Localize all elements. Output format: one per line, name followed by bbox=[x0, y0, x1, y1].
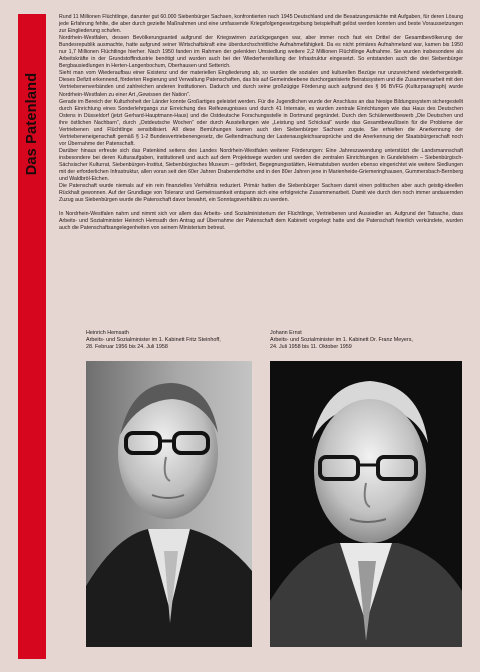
side-accent-bar bbox=[18, 14, 46, 659]
caption-name: Heinrich Hemsath bbox=[86, 330, 129, 336]
caption-office: Arbeits- und Sozialminister im 1. Kabinett Dr. Franz Meyers, bbox=[270, 336, 413, 343]
paragraph: Darüber hinaus erfreute sich das Patenkind seitens des Landes Nordrhein-Westfalen weiterer Förderungen: Eine Jahreszuwendung unterstützt die Landsmannschaft insbesondere bei deren Kulturaufgaben, institutionell und auch auf dem Projektwege wurden und werden die zentralen Einrichtungen in Gundelsheim – Siebenbürgisch-Sächsischer Kulturrat, Siebenbürgen-Institut, Siebenbürgisches Museum – gefördert, Begegnungsstätten, Heimatstuben wurden ebenso eingerichtet wie weitere Siedlungen mit der erforderlichen Infrastruktur, allen voran seit den 60er Jahren Drabenderhöhe und in den 80er Jahren jene in Marienheide-Griemeringhausen, Gummersbach-Bernberg und Waldbröl-Eichen. bbox=[59, 147, 463, 183]
paragraph: Nordrhein-Westfalen, dessen Bevölkerungsanteil aufgrund der Kriegswirren zurückgegangen war, aber immer noch fast ein Drittel der Gesamtbevölkerung der Bundesrepublik ausmachte, hatte aufgrund seiner Wirtschaftskraft eine überdurchschnittliche Aufnahmefähigkeit. Da es nicht primäres Aufnahmeland war, kamen bis 1950 nur 1,7 Millionen Flüchtlinge hierher. Nach 1950 fanden im Rahmen der gelenkten Umsiedlung weitere 2,2 Millionen Flüchtlinge Aufnahme. Sie wurden insbesondere als Arbeitskräfte in der Grundstoffindustrie benötigt und wurden auch bei der Wiederherstellung der Infrastruktur eingesetzt. So entstanden auch die drei Siebenbürger Bergbausiedlungen in Herten-Langenbochum, Oberhausen und Setterich. bbox=[59, 35, 463, 70]
paragraph: In Nordrhein-Westfalen nahm und nimmt sich vor allem das Arbeits- und Sozialministerium der Flüchtlinge, Vertriebenen und Aussiedler an. Aufgrund der Tatsache, dass Arbeits- und Sozialminister Heinrich Hemsath den Antrag auf Übernahme der Patenschaft dem Kabinett vorgelegt hatte und die Patenschaft feierlich verkündete, wurden auch die Patenschaftsangelegenheiten von seinem Ministerium betreut. bbox=[59, 211, 463, 232]
caption-name: Johann Ernst bbox=[270, 330, 302, 336]
caption-ernst bbox=[270, 330, 413, 351]
caption-hemsath bbox=[86, 330, 221, 351]
paragraph: Die Patenschaft wurde niemals auf ein rein finanzielles Verhältnis reduziert. Primär hatten die Siebenbürger Sachsen damit einen politischen aber auch geistig-ideellen Rückhalt gewonnen. Auf der Grundlage von Toleranz und Gemeinsamkeit entspann sich eine erfolgreiche Zusammenarbeit. Damit wie durch den noch immer andauernden Zuzug aus Siebenbürgen wurde die Patenschaft davor bewahrt, ein Sonntagsverhältnis zu werden. bbox=[59, 183, 463, 204]
caption-term: 24. Juli 1958 bis 11. Oktober 1959 bbox=[270, 343, 352, 350]
paragraph: Rund 11 Millionen Flüchtlinge, darunter gut 60.000 Siebenbürger Sachsen, konfrontierten nach 1945 Deutschland und die Besatzungsmächte mit Aufgaben, für deren Lösung jede Erfahrung fehlte, die aber durch gezielte Maßnahmen und eine umfassende Kriegsfolgengesetzgebung beispielhaft gelöst werden konnten und beste Voraussetzungen zur Eingliederung schufen. bbox=[59, 14, 463, 35]
side-title: Das Patenland bbox=[24, 72, 40, 176]
paragraph: Gerade im Bereich der Kulturhoheit der Länder konnte Großartiges geleistet werden. Für die Jugendlichen wurde der Anschluss an das hiesige Bildungssystem sichergestellt durch Einrichtung eines Sonderlehrgangs zur Erreichung des Reifezeugnisses und durch 41 Internate, es wurden zentrale Einrichtungen wie das Haus des Deutschen Ostens in Düsseldorf (jetzt Gerhard-Hauptmann-Haus) und die Ostdeutsche Forschungsstelle in Dortmund gegründet. Durch den Schülerwettbewerb „Die Deutschen und ihre östlichen Nachbarn“, durch „Ostdeutsche Wochen“ oder durch Ausstellungen wie „Leistung und Schicksal“ wurde das Gesamtbewußtsein für die Probleme der Vertriebenen und Flüchtlinge sensibilisiert. All diese Bemühungen kamen auch den Siebenbürger Sachsen zugute. Sie erhielten die Anerkennung der Vertriebeneneigenschaft gemäß § 1-2 Bundesvertriebenengesetz, die Geltendmachung der Lastenausgleichsansprüche und die Anerkennung der Staatsbürgerschaft noch vor Übernahme der Patenschaft. bbox=[59, 98, 463, 147]
caption-office: Arbeits- und Sozialminister im 1. Kabinett Fritz Steinhoff, bbox=[86, 336, 221, 343]
portrait-photo-hemsath bbox=[86, 361, 252, 647]
paragraph: Sieht man vom Wiederaufbau einer Existenz und der materiellen Eingliederung ab, so wurden die sozialen und kulturellen Bezüge nur unzureichend wiederhergestellt. Dieses Defizit erkennend, förderten Regierung und Verwaltung Patenschaften, das bis auf Gemeindeebene durchorganisierte Beiratssystem und die Zusammenarbeit mit den Vertriebenenverbänden und zahlreichen anderen Institutionen. Dadurch und durch seine großzügige Förderung auch aufgrund des § 96 BVFG (Kulturparagraph) wurde Nordrhein-Westfalen zu einer Art „Gewissen der Nation“. bbox=[59, 70, 463, 98]
caption-term: 28. Februar 1956 bis 24. Juli 1958 bbox=[86, 343, 168, 350]
article-body bbox=[59, 14, 463, 232]
portrait-photo-ernst bbox=[270, 361, 462, 647]
